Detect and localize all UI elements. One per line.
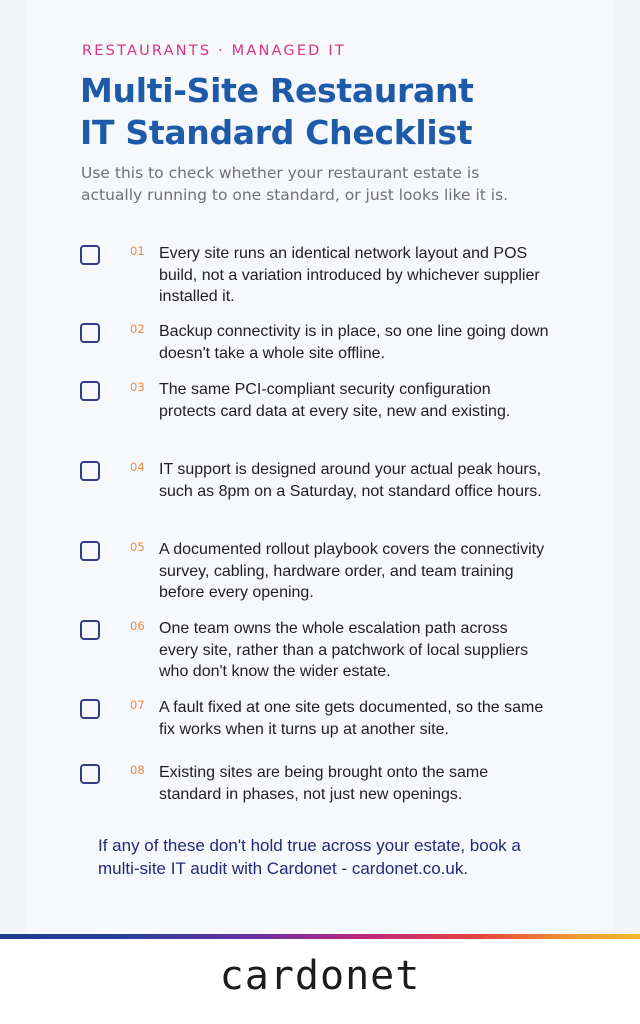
item-text: A fault fixed at one site gets documented, so the same fix works when it turns up at another site. bbox=[159, 699, 544, 738]
checkbox[interactable] bbox=[80, 245, 100, 265]
item-text: Backup connectivity is in place, so one line going down doesn't take a whole site offline. bbox=[159, 323, 549, 362]
page-title bbox=[80, 70, 600, 154]
checkbox[interactable] bbox=[80, 699, 100, 719]
checkbox[interactable] bbox=[80, 461, 100, 481]
item-number: 07 bbox=[130, 698, 145, 712]
item-text: The same PCI-compliant security configuration protects card data at every site, new and existing. bbox=[159, 381, 511, 420]
item-number: 02 bbox=[130, 322, 145, 336]
item-text: IT support is designed around your actual peak hours, such as 8pm on a Saturday, not standard office hours. bbox=[159, 461, 542, 500]
item-number: 06 bbox=[130, 619, 145, 633]
item-text: Every site runs an identical network layout and POS build, not a variation introduced by whichever supplier installed it. bbox=[159, 245, 540, 305]
checkbox[interactable] bbox=[80, 541, 100, 561]
item-number: 08 bbox=[130, 763, 145, 777]
item-text: A documented rollout playbook covers the connectivity survey, cabling, hardware order, and team training before every opening. bbox=[159, 541, 545, 601]
item-number: 05 bbox=[130, 540, 145, 554]
checkbox[interactable] bbox=[80, 764, 100, 784]
call-to-action: If any of these don't hold true across your estate, book a multi-site IT audit with Cardonet - cardonet.co.uk. bbox=[98, 836, 521, 878]
page-subtitle: Use this to check whether your restaurant estate is actually running to one standard, or just looks like it is. bbox=[81, 164, 509, 204]
item-number: 03 bbox=[130, 380, 145, 394]
checkbox[interactable] bbox=[80, 323, 100, 343]
item-number: 01 bbox=[130, 244, 145, 258]
item-number: 04 bbox=[130, 460, 145, 474]
item-text: Existing sites are being brought onto the same standard in phases, not just new openings. bbox=[159, 764, 489, 803]
title-line-2: IT Standard Checklist bbox=[80, 113, 473, 152]
cardonet-logo: cardonet bbox=[219, 953, 421, 999]
checkbox[interactable] bbox=[80, 381, 100, 401]
title-line-1: Multi-Site Restaurant bbox=[80, 71, 474, 110]
item-text: One team owns the whole escalation path across every site, rather than a patchwork of local suppliers who don't know the wider estate. bbox=[159, 620, 529, 680]
eyebrow-label: RESTAURANTS · MANAGED IT bbox=[82, 43, 346, 59]
checkbox[interactable] bbox=[80, 620, 100, 640]
